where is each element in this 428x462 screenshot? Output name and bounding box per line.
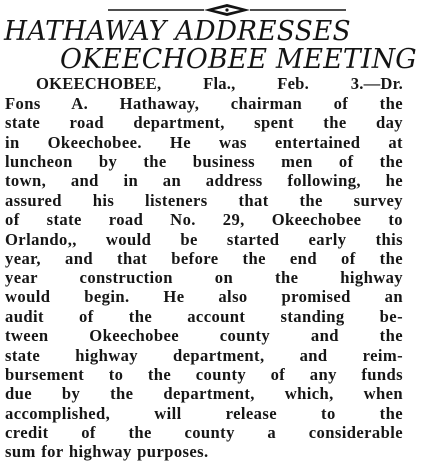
- body-line: state highway department, and reim-: [5, 346, 403, 365]
- body-line: year, and that before the end of the: [5, 249, 403, 268]
- headline-line-1: HATHAWAY ADDRESSES: [4, 16, 351, 47]
- body-line: Orlando,, would be started early this: [5, 230, 403, 249]
- body-line: luncheon by the business men of the: [5, 152, 403, 171]
- body-line: tween Okeechobee county and the: [5, 326, 403, 345]
- body-line: audit of the account standing be-: [5, 307, 403, 326]
- body-line: town, and in an address following, he: [5, 171, 403, 190]
- body-line: Fons A. Hathaway, chairman of the: [5, 94, 403, 113]
- body-line: sum for highway purposes.: [5, 442, 209, 461]
- body-line: due by the department, which, when: [5, 384, 403, 403]
- body-line: in Okeechobee. He was entertained at: [5, 133, 403, 152]
- body-line: year construction on the highway: [5, 268, 403, 287]
- body-line: bursement to the county of any funds: [5, 365, 403, 384]
- body-line: credit of the county a considerable: [5, 423, 403, 442]
- body-line: OKEECHOBEE, Fla., Feb. 3.—Dr.: [36, 74, 403, 93]
- headline-line-2: OKEECHOBEE MEETING: [60, 44, 417, 75]
- body-line: assured his listeners that the survey: [5, 191, 403, 210]
- body-line: state road department, spent the day: [5, 113, 403, 132]
- headline-ornament: [108, 3, 346, 17]
- body-line: of state road No. 29, Okeechobee to: [5, 210, 403, 229]
- body-line: would begin. He also promised an: [5, 287, 403, 306]
- body-line: accomplished, will release to the: [5, 404, 403, 423]
